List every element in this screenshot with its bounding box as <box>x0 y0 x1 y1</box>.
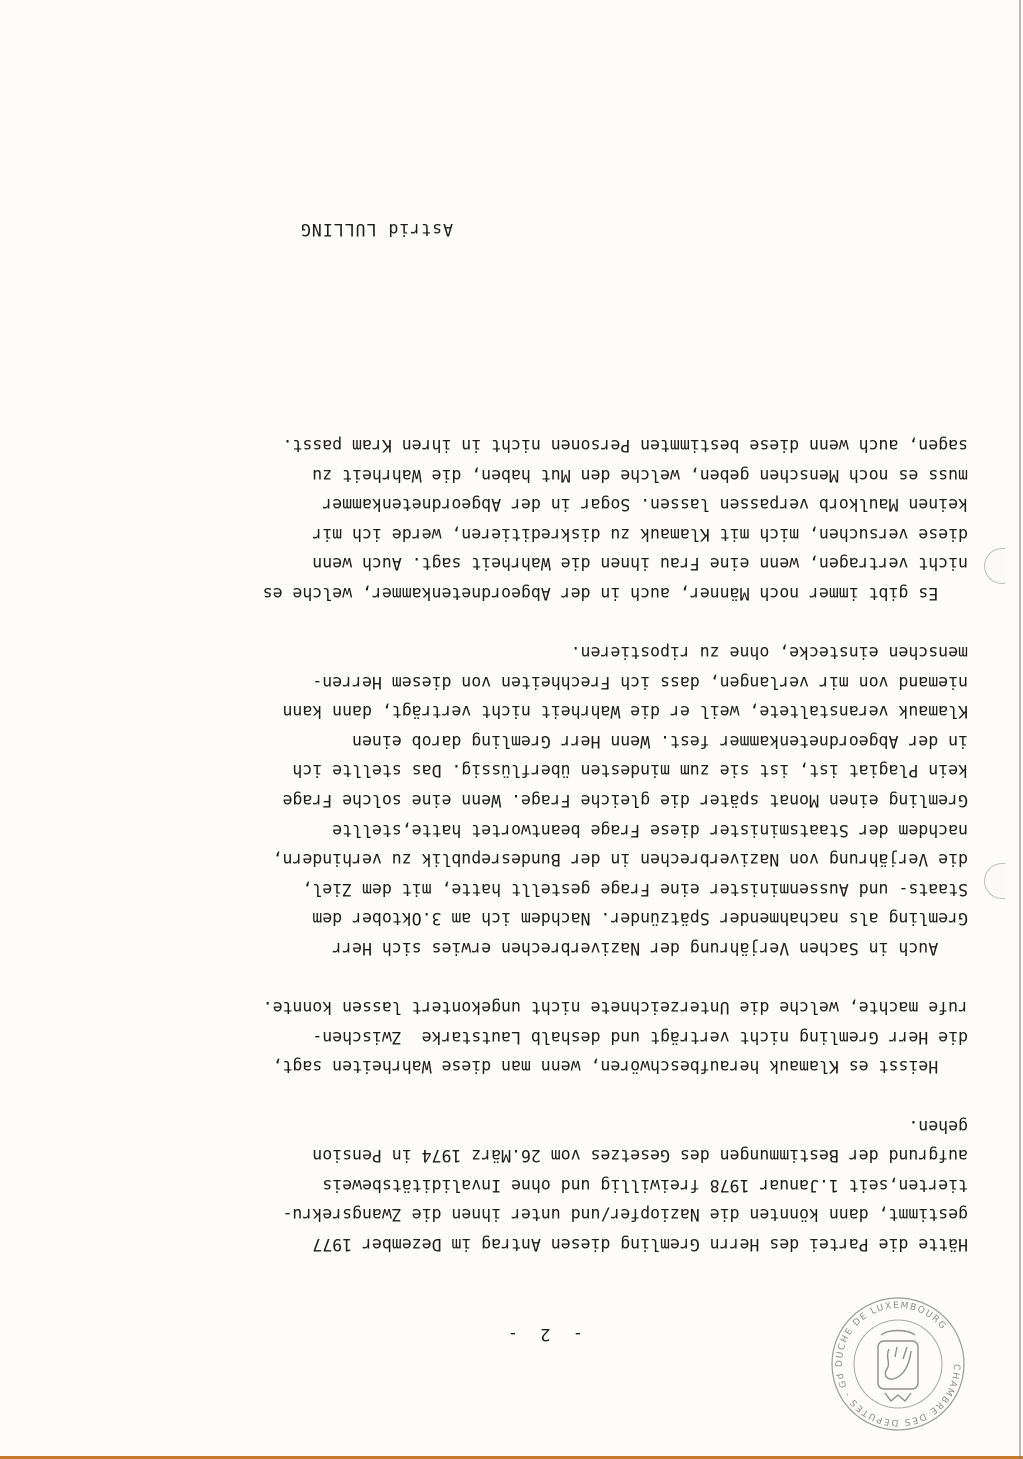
text-line: Auch in Sachen Verjährung der Naziverbrechen erwies sich Herr <box>332 939 968 959</box>
paragraph <box>48 993 968 1082</box>
lion-emblem-icon <box>878 1331 918 1402</box>
page-number: - 2 - <box>501 1324 583 1344</box>
text-line: Gremling als nachahmender Spätzünder. Nachdem ich am 3.Oktober dem <box>312 909 968 929</box>
stamp-text: CHAMBRE DES DEPUTES · Gd DUCHE DE LUXEMBOURG <box>834 1300 962 1428</box>
text-line: gehen. <box>908 1116 968 1136</box>
text-line: muss es noch Menschen geben, welche den Mut haben, die Wahrheit zu <box>312 465 968 485</box>
text-line: Hätte die Partei des Herrn Gremling diesen Antrag im Dezember 1977 <box>312 1235 968 1254</box>
punch-hole <box>984 548 1005 584</box>
text-line: Staats- und Aussenminister eine Frage gestellt hatte, mit dem Ziel, <box>302 879 968 899</box>
signature: Astrid LULLING <box>299 220 453 239</box>
paragraph <box>48 430 968 608</box>
text-line: gestimmt, dann könnten die Naziopfer/und unter ihnen die Zwangsrekru- <box>282 1205 968 1225</box>
text-line: Es gibt immer noch Männer, auch in der Abgeordnetenkammer, welche es <box>262 583 968 603</box>
text-line: keinen Maulkorb verpassen lassen. Sogar in der Abgeordnetenkammer <box>322 495 968 515</box>
text-line: die Verjährung von Naziverbrechen in der Bundesrepublik zu verhindern, <box>272 850 968 870</box>
paragraph <box>48 1111 968 1259</box>
text-line: niemand von mir verlangen, dass ich Frechheiten von diesem Herren- <box>312 672 968 692</box>
text-line: Klamauk veranstaltete, weil er die Wahrheit nicht verträgt, dann kann <box>282 702 968 722</box>
text-line: in der Abgeordnetenkammer fest. Wenn Herr Gremling darob einen <box>352 731 968 751</box>
text-line: kein Plagiat ist, ist sie zum mindesten überflüssig. Das stellte ich <box>292 761 968 781</box>
punch-hole <box>984 863 1005 899</box>
letter-body <box>48 401 968 1259</box>
text-line: nachdem der Staatsminister diese Frage beantwortet hatte,stellte <box>332 820 968 840</box>
text-line: sagen, auch wenn diese bestimmten Personen nicht in ihren Kram passt. <box>282 435 968 455</box>
text-line: tierten,seit 1.Januar 1978 freiwillig und ohne Invaliditätsbeweis <box>322 1175 968 1195</box>
official-stamp <box>823 1289 973 1439</box>
page-side-edge <box>1019 0 1021 1459</box>
text-line: nicht vertragen, wenn eine Frau ihnen die Wahrheit sagt. Auch wenn <box>312 554 968 574</box>
text-line: menschen einstecke, ohne zu ripostieren. <box>570 643 968 663</box>
paragraph <box>48 638 968 964</box>
text-line: die Herr Gremling nicht verträgt und deshalb Lautstarke Zwischen- <box>312 1027 968 1047</box>
text-line: Heisst es Klamauk heraufbeschwören, wenn man diese Wahrheiten sagt, <box>272 1057 968 1077</box>
text-line: rufe machte, welche die Unterzeichnete nicht ungekontert lassen konnte. <box>262 998 968 1018</box>
text-line: aufgrund der Bestimmungen des Gesetzes vom 26.März 1974 in Pension <box>312 1146 968 1166</box>
text-line: Gremling einen Monat später die gleiche Frage. Wenn eine solche Frage <box>282 791 968 811</box>
text-line: diese versuchen, mich mit Klamauk zu diskreditieren, werde ich mir <box>312 524 968 544</box>
